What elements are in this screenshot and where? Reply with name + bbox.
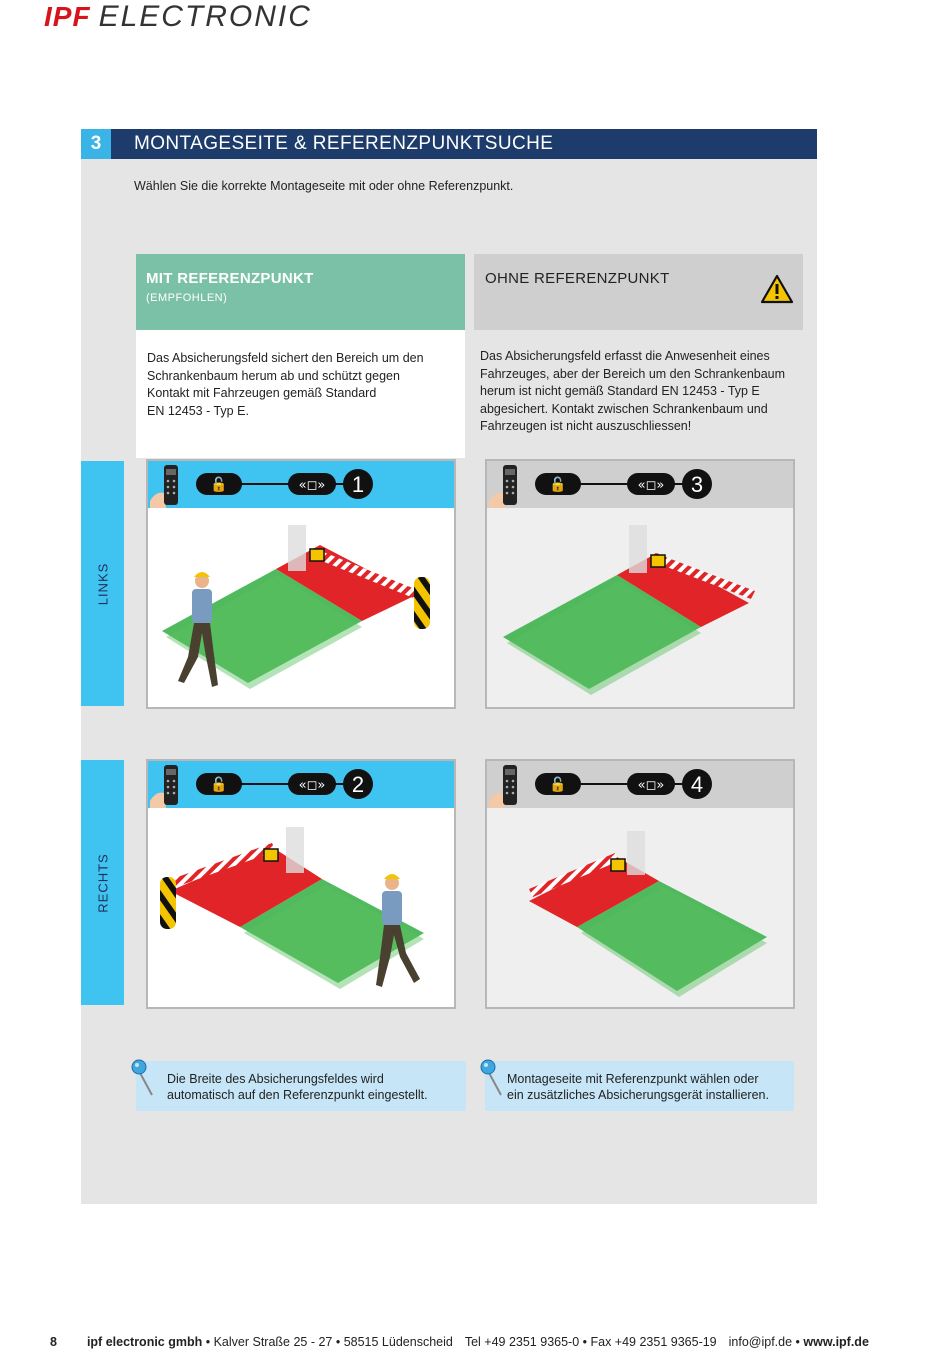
- body-left-text: [147, 350, 424, 420]
- step-number: 1: [351, 472, 365, 497]
- note-right-line: Montageseite mit Referenzpunkt wählen oder: [507, 1072, 759, 1086]
- page-footer: [50, 1335, 869, 1349]
- footer-phone: Tel +49 2351 9365-0: [464, 1335, 580, 1349]
- note-right-line: ein zusätzliches Absicherungsgerät installieren.: [507, 1088, 769, 1102]
- body-left-line: EN 12453 - Typ E.: [147, 403, 249, 418]
- body-left: [136, 330, 465, 458]
- logo-ipf: IPF: [44, 1, 91, 32]
- section-intro: Wählen Sie die korrekte Montageseite mit oder ohne Referenzpunkt.: [134, 179, 514, 193]
- footer-web-link[interactable]: www.ipf.de: [803, 1335, 869, 1349]
- side-tab-rechts: [81, 760, 124, 1005]
- header-ohne-referenzpunkt: [474, 254, 803, 330]
- side-tab-rechts-label: RECHTS: [95, 852, 110, 913]
- note-left-line: Die Breite des Absicherungsfeldes wird: [167, 1072, 384, 1086]
- section-title: MONTAGESEITE & REFERENZPUNKTSUCHE: [134, 133, 554, 154]
- page-number: 8: [50, 1335, 57, 1349]
- section-number: 3: [81, 129, 111, 159]
- field-symbol: «◻»: [637, 778, 665, 793]
- header-right-title: OHNE REFERENZPUNKT: [485, 270, 670, 287]
- body-right-line: herum ist nicht gemäß Standard EN 12453 - Typ E: [480, 384, 760, 398]
- field-symbol: «◻»: [637, 478, 665, 493]
- ipf-logo: [44, 0, 312, 34]
- body-left-line: Das Absicherungsfeld sichert den Bereich um den: [147, 351, 424, 365]
- lock-symbol: 🔓: [549, 777, 567, 793]
- header-mit-referenzpunkt: [136, 254, 465, 330]
- step-number: 4: [690, 772, 704, 797]
- header-left-title: MIT REFERENZPUNKT: [146, 270, 314, 287]
- diagram-2-rechts-mit: [146, 759, 456, 1009]
- lock-symbol: 🔓: [210, 777, 228, 793]
- body-right-line: Das Absicherungsfeld erfasst die Anwesenheit eines: [480, 349, 770, 363]
- step-number: 2: [351, 772, 365, 797]
- footer-company: ipf electronic gmbh: [86, 1335, 203, 1349]
- header-left-subtitle: (EMPFOHLEN): [146, 292, 228, 304]
- footer-email-link[interactable]: info@ipf.de: [728, 1335, 793, 1349]
- diagram-3-links-ohne: [485, 459, 795, 709]
- diagram-1-links-mit: [146, 459, 456, 709]
- logo-electronic: ELECTRONIC: [98, 0, 312, 33]
- warning-triangle-icon: [760, 274, 794, 304]
- body-left-line: Kontakt mit Fahrzeugen gemäß Standard: [147, 386, 377, 400]
- footer-fax: • Fax +49 2351 9365-19: [579, 1335, 717, 1349]
- note-right-text: [507, 1071, 769, 1103]
- diagram-4-rechts-ohne: [485, 759, 795, 1009]
- note-left-line: automatisch auf den Referenzpunkt eingestellt.: [167, 1088, 428, 1102]
- side-tab-links-label: LINKS: [95, 562, 110, 605]
- field-symbol: «◻»: [298, 478, 326, 493]
- note-left-text: [167, 1071, 428, 1103]
- lock-symbol: 🔓: [549, 477, 567, 493]
- footer-address: • Kalver Straße 25 - 27 • 58515 Lüdenscheid: [202, 1335, 453, 1349]
- step-number: 3: [690, 472, 704, 497]
- side-tab-links: [81, 461, 124, 706]
- footer-separator: •: [792, 1335, 804, 1349]
- pushpin-icon: [130, 1057, 162, 1099]
- body-left-line: Schrankenbaum herum ab und schützt gegen: [147, 368, 400, 383]
- body-right-text: [480, 348, 802, 436]
- body-right-line: Fahrzeuges, aber der Bereich um den Schrankenbaum: [480, 366, 786, 381]
- note-left: [136, 1061, 466, 1111]
- lock-symbol: 🔓: [210, 477, 228, 493]
- note-right: [485, 1061, 794, 1111]
- field-symbol: «◻»: [298, 778, 326, 793]
- body-right-line: Fahrzeugen ist nicht auszuschliessen!: [480, 419, 692, 433]
- body-right-line: abgesichert. Kontakt zwischen Schrankenbaum und: [480, 401, 768, 416]
